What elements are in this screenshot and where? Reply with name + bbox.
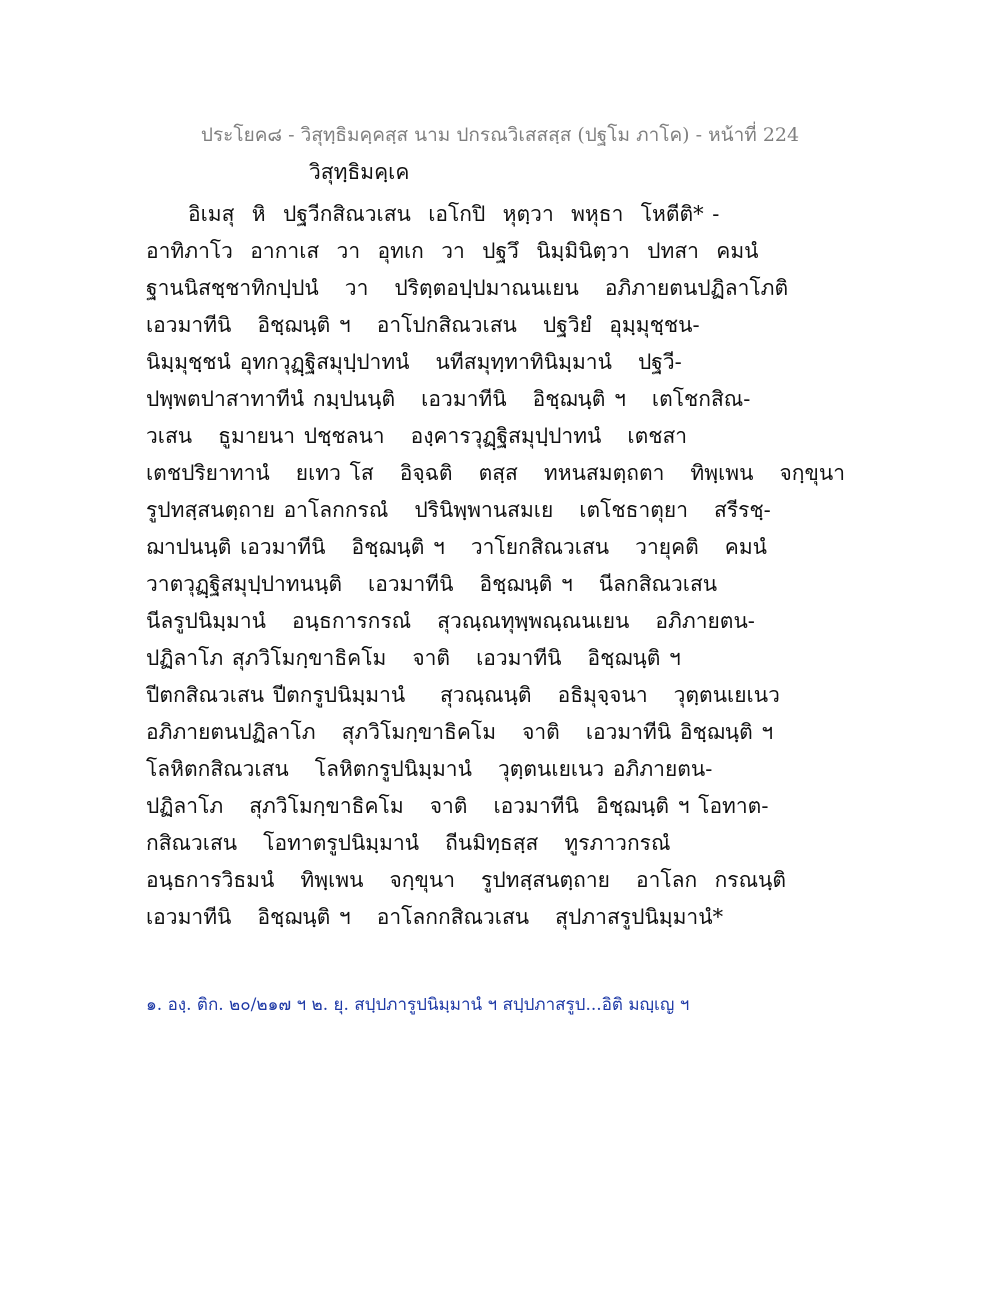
body-line: วาตวุฏฺฐิสมุปฺปาทนนฺติ เอวมาทีนิ อิชฺฌนฺติ ฯ นีลกสิณวเสน: [146, 572, 718, 596]
footnote: ๑. องฺ. ติก. ๒๐/๒๑๗ ฯ ๒. ยุ. สปฺปภารูปนิมฺมานํ ฯ สปฺปภาสรูป...อิติ มญฺเญ ฯ: [146, 995, 690, 1015]
body-line: กสิณวเสน โอทาตรูปนิมฺมานํ ถีนมิทฺธสฺส ทูรภาวกรณํ: [146, 831, 671, 855]
body-line: วเสน ธูมายนา ปชฺชลนา องฺคารวุฏฺฐิสมุปฺปาทนํ เตชสา: [146, 424, 688, 448]
body-line: ปพฺพตปาสาทาทีนํ กมฺปนนฺติ เอวมาทีนิ อิชฺฌนฺติ ฯ เตโชกสิณ-: [146, 387, 751, 411]
body-line: ปฏิลาโภ สุภวิโมกฺขาธิคโม จาติ เอวมาทีนิ อิชฺฌนฺติ ฯ: [146, 646, 681, 670]
body-line: ฌาปนนฺติ เอวมาทีนิ อิชฺฌนฺติ ฯ วาโยกสิณวเสน วายุคติ คมนํ: [146, 535, 768, 559]
running-header: [0, 121, 1000, 149]
body-line: ปฏิลาโภ สุภวิโมกฺขาธิคโม จาติ เอวมาทีนิ อิชฺฌนฺติ ฯ โอทาต-: [146, 794, 769, 818]
body-line: ฐานนิสชฺชาทิกปฺปนํ วา ปริตฺตอปฺปมาณนเยน อภิภายตนปฏิลาโภติ: [146, 276, 789, 300]
section-title: วิสุทฺธิมคฺเค: [309, 160, 410, 184]
body-line: นิมฺมุชฺชนํ อุทกวุฏฺฐิสมุปฺปาทนํ นทีสมุทฺทาทินิมฺมานํ ปฐวี-: [146, 350, 682, 374]
body-line: ปีตกสิณวเสน ปีตกรูปนิมฺมานํ สุวณฺณนฺติ อธิมุจฺจนา วุตฺตนเยเนว: [146, 683, 780, 707]
body-line: อิเมสุ หิ ปฐวีกสิณวเสน เอโกปิ หุตฺวา พหุธา โหตีติ* -: [188, 202, 720, 226]
body-line: เอวมาทีนิ อิชฺฌนฺติ ฯ อาโลกกสิณวเสน สุปภาสรูปนิมฺมานํ*: [146, 905, 724, 929]
body-line: เตชปริยาทานํ ยเทว โส อิจฺฉติ ตสฺส ทหนสมตฺถตา ทิพฺเพน จกฺขุนา: [146, 461, 846, 485]
running-header-text: ประโยค๘ - วิสุทฺธิมคฺคสฺส นาม ปกรณวิเสสสฺส (ปฐโม ภาโค) - หน้าที่ 224: [200, 124, 800, 146]
body-line: อนฺธการวิธมนํ ทิพฺเพน จกฺขุนา รูปทสฺสนตฺถาย อาโลก กรณนฺติ: [146, 868, 787, 892]
body-line: อภิภายตนปฏิลาโภ สุภวิโมกฺขาธิคโม จาติ เอวมาทีนิ อิชฺฌนฺติ ฯ: [146, 720, 774, 744]
body-line: รูปทสฺสนตฺถาย อาโลกกรณํ ปรินิพฺพานสมเย เตโชธาตุยา สรีรชฺ-: [146, 498, 771, 522]
body-line: เอวมาทีนิ อิชฺฌนฺติ ฯ อาโปกสิณวเสน ปฐวิยํ อุมฺมุชฺชน-: [146, 313, 700, 337]
body-line: อาทิภาโว อากาเส วา อุทเก วา ปฐวึ นิมฺมินิตฺวา ปทสา คมนํ: [146, 239, 759, 263]
body-line: นีลรูปนิมฺมานํ อนฺธการกรณํ สุวณฺณทุพฺพณฺณนเยน อภิภายตน-: [146, 609, 755, 633]
body-line: โลหิตกสิณวเสน โลหิตกรูปนิมฺมานํ วุตฺตนเยเนว อภิภายตน-: [146, 757, 713, 781]
